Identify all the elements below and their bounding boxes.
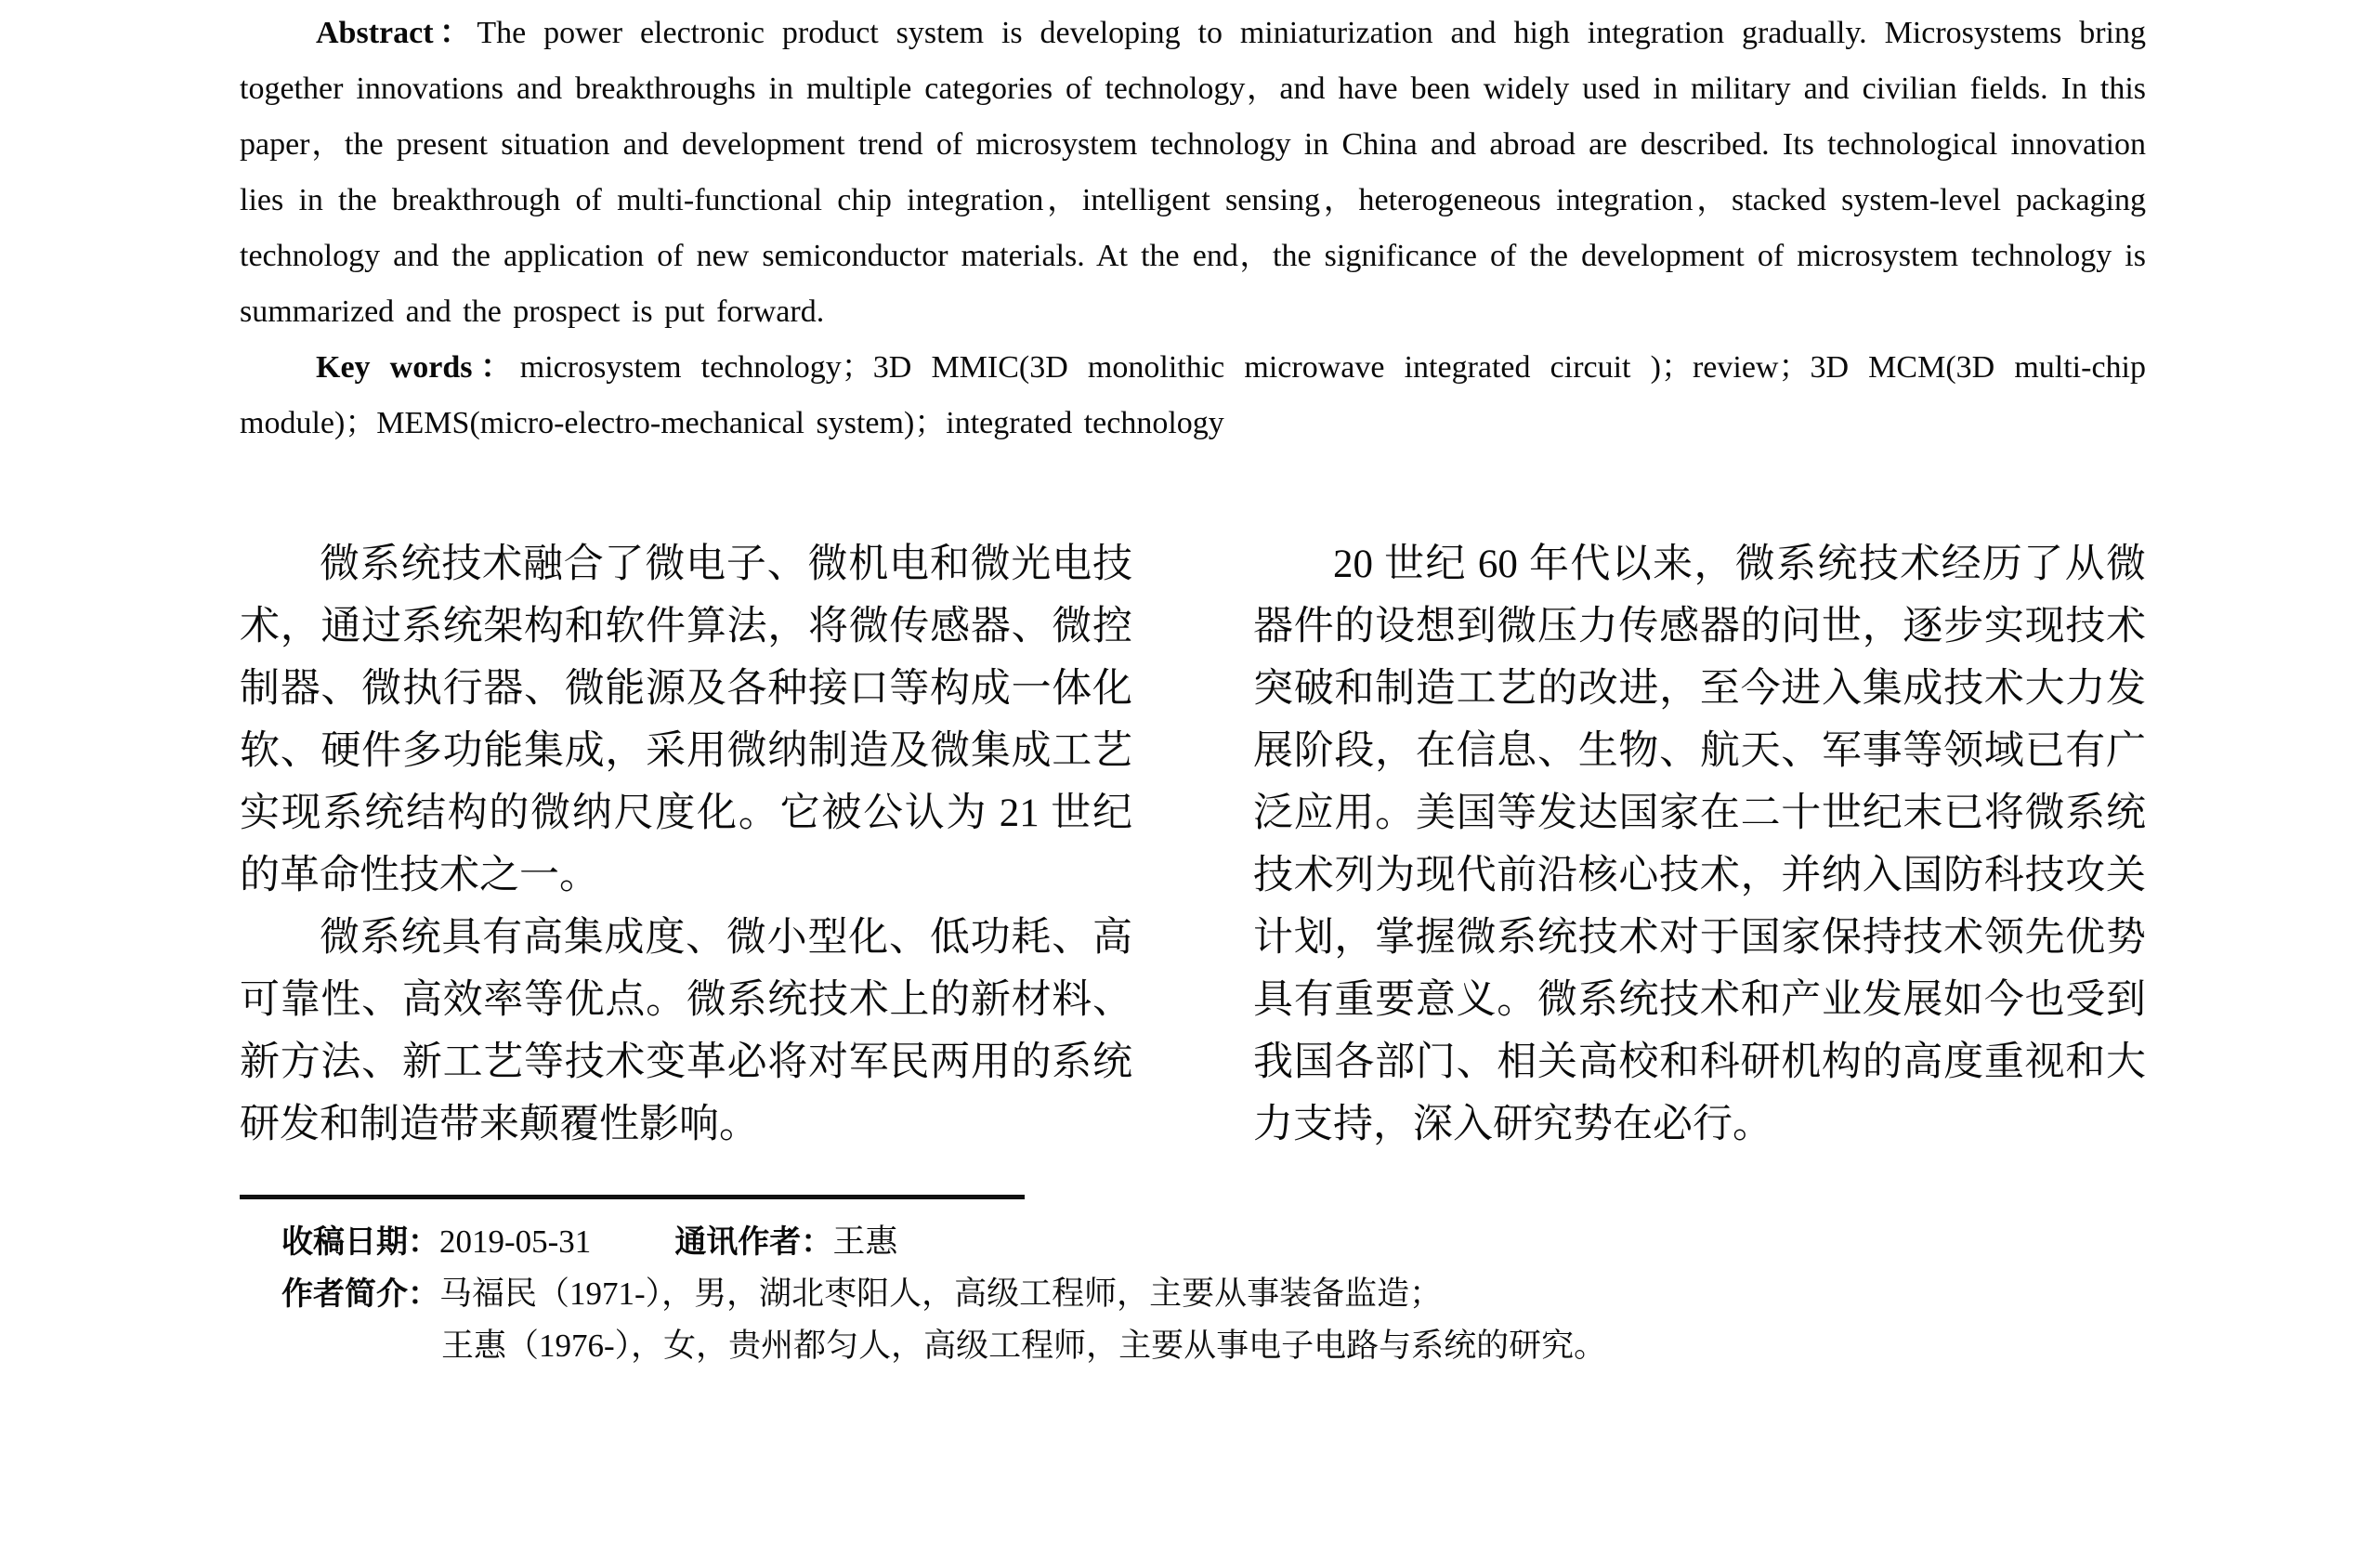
paragraph-cn-2: 微系统具有高集成度、微小型化、低功耗、高可靠性、高效率等优点。微系统技术上的新材料、新方法、新工艺等技术变革必将对军民两用的系统研发和制造带来颠覆性影响。 (240, 916, 1132, 1146)
abstract-text: The power electronic product system is developing to miniaturization and high integration gradually. Microsystems bring together innovations and breakthroughs in multiple categories of technology，and have been widely used in military and civilian fields. In this paper，the present situation and development trend of microsystem technology in China and abroad are described. Its technological innovation lies in the breakthrough of multi-functional chip integration，intelligent sensing，heterogeneous integration，stacked system-level packaging technology and the application of new semiconductor materials. At the end，the significance of the development of microsystem technology is summarized and the prospect is put forward. (240, 16, 2147, 329)
left-column (240, 533, 1132, 1156)
abstract-paragraph (240, 6, 2146, 340)
author-bio-line2: 王惠（1976-），女，贵州都匀人，高级工程师，主要从事电子电路与系统的研究。 (441, 1328, 1607, 1364)
right-column (1253, 533, 2146, 1156)
footnote-rule (240, 1195, 1025, 1199)
abstract-label: Abstract： (316, 16, 477, 50)
keywords-label: Key words： (316, 350, 520, 385)
received-date-label: 收稿日期： (281, 1224, 439, 1260)
footnote-section (240, 1195, 2146, 1371)
footnote-row-bio-2 (441, 1320, 2146, 1371)
author-bio-line1: 马福民（1971-），男，湖北枣阳人，高级工程师，主要从事装备监造； (439, 1276, 1443, 1312)
footnote-row-bio-1 (281, 1268, 2146, 1320)
corresponding-author-value: 王惠 (832, 1223, 898, 1260)
author-bio-label: 作者简介： (281, 1276, 439, 1312)
footnote-lines (281, 1216, 2146, 1371)
footnote-row-dates (281, 1216, 2146, 1268)
paragraph-cn-3: 20 世纪 60 年代以来，微系统技术经历了从微器件的设想到微压力传感器的问世，逐步实现技术突破和制造工艺的改进，至今进入集成技术大力发展阶段，在信息、生物、航天、军事等领域已有广泛应用。美国等发达国家在二十世纪末已将微系统技术列为现代前沿核心技术，并纳入国防科技攻关计划，掌握微系统技术对于国家保持技术领先优势具有重要意义。微系统技术和产业发展如今也受到我国各部门、相关高校和科研机构的高度重视和大力支持，深入研究势在必行。 (1253, 543, 2146, 1146)
received-date-value: 2019-05-31 (439, 1223, 592, 1260)
two-column-body (240, 533, 2146, 1156)
abstract-section (240, 6, 2146, 451)
paragraph-cn-1: 微系统技术融合了微电子、微机电和微光电技术，通过系统架构和软件算法，将微传感器、微控制器、微执行器、微能源及各种接口等构成一体化软、硬件多功能集成，采用微纳制造及微集成工艺实现系统结构的微纳尺度化。它被公认为 21 世纪的革命性技术之一。 (240, 543, 1132, 897)
keywords-paragraph (240, 340, 2146, 451)
corresponding-author-label: 通讯作者： (674, 1224, 833, 1260)
keywords-text: microsystem technology；3D MMIC(3D monolithic microwave integrated circuit )；review；3D MCM(3D multi-chip module)；MEMS(micro-electro-mechanical system)；integrated technology (240, 350, 2146, 440)
